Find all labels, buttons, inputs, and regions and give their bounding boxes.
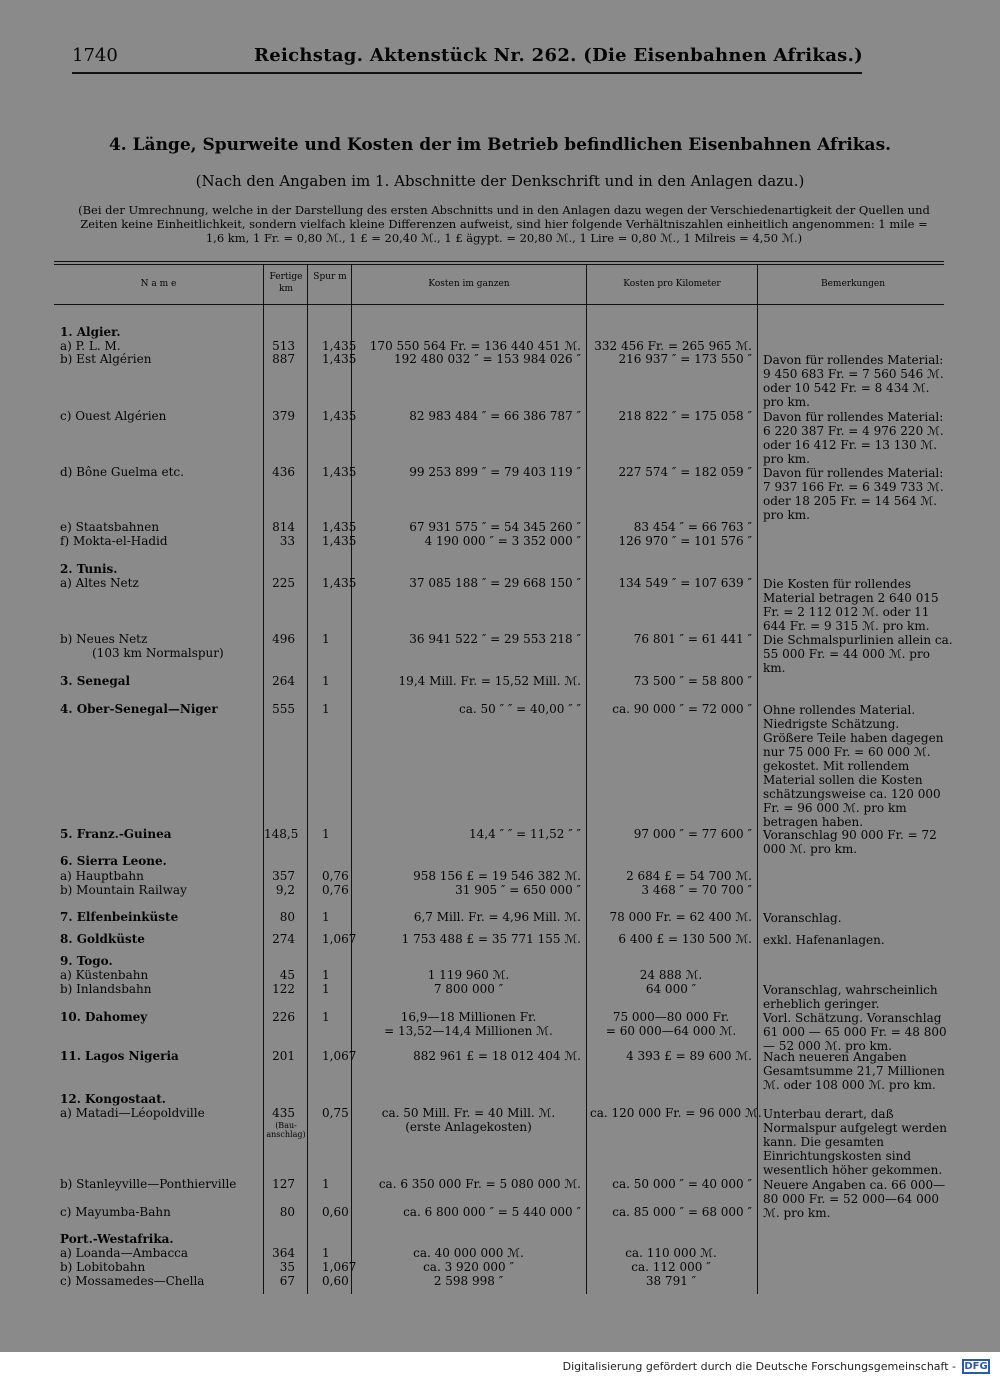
row-cost-total: ca. 3 920 000 ″ xyxy=(423,1260,514,1274)
row-cost-per-km: 24 888 ℳ. xyxy=(639,968,703,982)
row-spur: 0,76 xyxy=(322,883,349,897)
row-cost-per-km: 97 000 ″ = 77 600 ″ xyxy=(633,827,752,841)
col-header-cost-km: Kosten pro Kilometer xyxy=(623,279,721,289)
row-name: 2. Tunis. xyxy=(60,562,118,576)
row-km: 555 xyxy=(272,702,295,716)
row-km: 80 xyxy=(279,910,295,924)
row-cost-total: 14,4 ″ ″ = 11,52 ″ ″ xyxy=(469,827,581,841)
row-cost-per-km: ca. 112 000 ″ xyxy=(631,1260,711,1274)
row-name: b) Est Algérien xyxy=(60,352,152,366)
col-header-km: Fertige km xyxy=(269,272,303,294)
row-km: 225 xyxy=(272,576,295,590)
row-name: 3. Senegal xyxy=(60,674,131,688)
column-divider xyxy=(757,264,758,1294)
row-cost-per-km: 78 000 Fr. = 62 400 ℳ. xyxy=(609,910,752,924)
row-cost-per-km: ca. 120 000 Fr. = 96 000 ℳ. xyxy=(590,1106,762,1120)
row-spur: 1 xyxy=(322,632,330,646)
row-km: 35 xyxy=(279,1260,295,1274)
row-spur: 0,60 xyxy=(322,1205,349,1219)
row-spur: 0,76 xyxy=(322,869,349,883)
row-cost-total: 882 961 £ = 18 012 404 ℳ. xyxy=(413,1049,581,1063)
row-cost-total: ca. 6 350 000 Fr. = 5 080 000 ℳ. xyxy=(378,1177,581,1191)
col-header-remarks: Bemerkungen xyxy=(820,279,886,289)
row-spur: 1,435 xyxy=(322,465,357,479)
row-name: d) Bône Guelma etc. xyxy=(60,465,184,479)
row-km: 122 xyxy=(272,982,295,996)
row-name: a) P. L. M. xyxy=(60,339,121,353)
table-top-rule-2 xyxy=(54,264,944,265)
row-name: 1. Algier. xyxy=(60,325,121,339)
row-cost-per-km: 2 684 £ = 54 700 ℳ. xyxy=(626,869,752,883)
conversion-note: (Bei der Umrechnung, welche in der Darstellung des ersten Abschnitts und in den Anlagen dazu wegen der Verschiedenartigkeit der Quellen und Zeiten keine Einheitlichkeit, sondern vielfach kleine Differenzen aufweist, sind hier folgende Verhältniszahlen einheitlich angenommen: 1 mile = 1,6 km, 1 Fr. = 0,80 ℳ., 1 £ = 20,40 ℳ., 1 £ ägypt. = 20,80 ℳ., 1 Lire = 0,80 ℳ., 1 Milreis = 4,50 ℳ.) xyxy=(78,203,930,245)
row-remark: Voranschlag 90 000 Fr. = 72 000 ℳ. pro km. xyxy=(763,828,937,856)
row-cost-total: ca. 40 000 000 ℳ. xyxy=(413,1246,524,1260)
row-cost-per-km: 38 791 ″ xyxy=(645,1274,697,1288)
row-spur: 1,067 xyxy=(322,932,357,946)
header-rule xyxy=(72,72,862,74)
row-cost-total: 192 480 032 ″ = 153 984 026 ″ xyxy=(394,352,581,366)
row-km: 33 xyxy=(279,534,295,548)
row-remark: Vorl. Schätzung. Voranschlag 61 000 — 65 000 Fr. = 48 800 — 52 000 ℳ. pro km. xyxy=(763,1011,947,1053)
row-name: c) Mossamedes—Chella xyxy=(60,1274,205,1288)
row-spur: 1 xyxy=(322,982,330,996)
row-name: 10. Dahomey xyxy=(60,1010,148,1024)
row-cost-total: 958 156 £ = 19 546 382 ℳ. xyxy=(413,869,581,883)
row-name: a) Loanda—Ambacca xyxy=(60,1246,189,1260)
row-cost-per-km: 76 801 ″ = 61 441 ″ xyxy=(633,632,752,646)
row-cost-per-km: 3 468 ″ = 70 700 ″ xyxy=(641,883,752,897)
row-cost-total: 2 598 998 ″ xyxy=(433,1274,504,1288)
row-km: 887 xyxy=(272,352,295,366)
row-km: 274 xyxy=(272,932,295,946)
page-title: 4. Länge, Spurweite und Kosten der im Betrieb befindlichen Eisenbahnen Afrikas. xyxy=(108,135,892,155)
row-spur: 1,435 xyxy=(322,352,357,366)
row-cost-per-km: 73 500 ″ = 58 800 ″ xyxy=(633,674,752,688)
footer-text: Digitalisierung gefördert durch die Deutsche Forschungsgemeinschaft - xyxy=(562,1360,956,1373)
row-cost-total: 82 983 484 ″ = 66 386 787 ″ xyxy=(409,409,581,423)
row-cost-per-km: 4 393 £ = 89 600 ℳ. xyxy=(626,1049,752,1063)
table-header-rule xyxy=(54,304,944,305)
row-subname: (103 km Normalspur) xyxy=(92,646,224,660)
row-cost-total: 67 931 575 ″ = 54 345 260 ″ xyxy=(409,520,581,534)
row-cost-per-km: 126 970 ″ = 101 576 ″ xyxy=(618,534,752,548)
row-name: f) Mokta-el-Hadid xyxy=(60,534,168,548)
row-cost-total: ca. 50 Mill. Fr. = 40 Mill. ℳ. xyxy=(381,1106,556,1120)
row-cost-total: 1 753 488 £ = 35 771 155 ℳ. xyxy=(401,932,581,946)
row-spur: 1,067 xyxy=(322,1049,357,1063)
row-cost-total: 16,9—18 Millionen Fr. xyxy=(400,1010,537,1024)
row-cost-per-km: ca. 90 000 ″ = 72 000 ″ xyxy=(612,702,752,716)
row-km: 379 xyxy=(272,409,295,423)
row-cost-total: 6,7 Mill. Fr. = 4,96 Mill. ℳ. xyxy=(413,910,581,924)
row-name: 12. Kongostaat. xyxy=(60,1092,166,1106)
row-cost-per-km: 227 574 ″ = 182 059 ″ xyxy=(618,465,752,479)
row-cost-per-km: 83 454 ″ = 66 763 ″ xyxy=(633,520,752,534)
row-spur: 1 xyxy=(322,910,330,924)
row-cost-total: 31 905 ″ = 650 000 ″ xyxy=(455,883,581,897)
row-cost-per-km: ca. 110 000 ℳ. xyxy=(625,1246,717,1260)
row-cost-per-km: 216 937 ″ = 173 550 ″ xyxy=(618,352,752,366)
dfg-logo: DFG xyxy=(962,1359,990,1374)
table-top-rule xyxy=(54,261,944,262)
row-remark: Die Kosten für rollendes Material betragen 2 640 015 Fr. = 2 112 012 ℳ. oder 11 644 Fr. = 9 315 ℳ. pro km. xyxy=(763,577,939,633)
row-name: 11. Lagos Nigeria xyxy=(60,1049,179,1063)
row-spur: 1 xyxy=(322,674,330,688)
row-name: Port.-Westafrika. xyxy=(60,1232,174,1246)
row-km: 9,2 xyxy=(275,883,295,897)
row-km: 496 xyxy=(272,632,295,646)
row-cost-total: ca. 6 800 000 ″ = 5 440 000 ″ xyxy=(403,1205,581,1219)
row-spur: 1 xyxy=(322,827,330,841)
row-remark: Voranschlag. xyxy=(763,911,842,925)
row-km: 127 xyxy=(272,1177,295,1191)
row-remark: exkl. Hafenanlagen. xyxy=(763,933,885,947)
row-cost-total-2: (erste Anlagekosten) xyxy=(405,1120,532,1134)
row-cost-total: 37 085 188 ″ = 29 668 150 ″ xyxy=(409,576,581,590)
row-cost-total: 1 119 960 ℳ. xyxy=(427,968,510,982)
row-remark: Davon für rollendes Material: 9 450 683 Fr. = 7 560 546 ℳ. oder 10 542 Fr. = 8 434 ℳ. pro km. xyxy=(763,353,944,409)
row-name: c) Mayumba-Bahn xyxy=(60,1205,171,1219)
row-spur: 1,435 xyxy=(322,576,357,590)
row-name: a) Altes Netz xyxy=(60,576,139,590)
row-km: 364 xyxy=(272,1246,295,1260)
row-remark: Unterbau derart, daß Normalspur aufgelegt werden kann. Die gesamten Einrichtungskosten sind wesentlich höher gekommen. xyxy=(763,1107,947,1177)
row-name: b) Neues Netz xyxy=(60,632,148,646)
row-name: 4. Ober-Senegal—Niger xyxy=(60,702,218,716)
row-cost-per-km: 134 549 ″ = 107 639 ″ xyxy=(618,576,752,590)
row-cost-per-km: ca. 50 000 ″ = 40 000 ″ xyxy=(612,1177,752,1191)
row-cost-per-km: ca. 85 000 ″ = 68 000 ″ xyxy=(612,1205,752,1219)
row-cost-total: 19,4 Mill. Fr. = 15,52 Mill. ℳ. xyxy=(398,674,581,688)
row-name: b) Stanleyville—Ponthierville xyxy=(60,1177,237,1191)
row-km: 45 xyxy=(279,968,295,982)
row-name: 8. Goldküste xyxy=(60,932,145,946)
row-km: 513 xyxy=(272,339,295,353)
col-header-spur: Spur m xyxy=(313,272,347,282)
running-title: Reichstag. Aktenstück Nr. 262. (Die Eisenbahnen Afrikas.) xyxy=(254,45,863,66)
row-remark: Davon für rollendes Material: 7 937 166 Fr. = 6 349 733 ℳ. oder 18 205 Fr. = 14 564 ℳ. pro km. xyxy=(763,466,944,522)
row-cost-total-2: = 13,52—14,4 Millionen ℳ. xyxy=(384,1024,553,1038)
row-remark: Neuere Angaben ca. 66 000—80 000 Fr. = 52 000—64 000 ℳ. pro km. xyxy=(763,1178,946,1220)
row-spur: 1 xyxy=(322,702,330,716)
row-remark: Voranschlag, wahrscheinlich erheblich geringer. xyxy=(763,983,938,1011)
row-km: 67 xyxy=(279,1274,295,1288)
row-cost-per-km: 6 400 £ = 130 500 ℳ. xyxy=(618,932,752,946)
row-name: b) Inlandsbahn xyxy=(60,982,152,996)
row-name: 5. Franz.-Guinea xyxy=(60,827,172,841)
row-km: 814 xyxy=(272,520,295,534)
row-km: 264 xyxy=(272,674,295,688)
row-km: 436 xyxy=(272,465,295,479)
row-cost-per-km-2: = 60 000—64 000 ℳ. xyxy=(605,1024,737,1038)
row-cost-total: 170 550 564 Fr. = 136 440 451 ℳ. xyxy=(369,339,581,353)
row-name: c) Ouest Algérien xyxy=(60,409,167,423)
row-spur: 1 xyxy=(322,968,330,982)
row-spur: 1,435 xyxy=(322,409,357,423)
row-remark: Nach neueren Angaben Gesamtsumme 21,7 Millionen ℳ. oder 108 000 ℳ. pro km. xyxy=(763,1050,945,1092)
row-spur: 1,435 xyxy=(322,534,357,548)
footer xyxy=(0,1352,1000,1383)
row-name: b) Mountain Railway xyxy=(60,883,187,897)
row-remark: Ohne rollendes Material. Niedrigste Schätzung. Größere Teile haben dagegen nur 75 000 Fr. = 60 000 ℳ. gekostet. Mit rollendem Material sollen die Kosten schätzungsweise ca. 120 000 Fr. = 96 000 ℳ. pro km betragen haben. xyxy=(763,703,944,829)
row-name: a) Hauptbahn xyxy=(60,869,144,883)
row-km: 80 xyxy=(279,1205,295,1219)
row-name: 9. Togo. xyxy=(60,954,113,968)
column-divider xyxy=(307,264,308,1294)
row-cost-total: 7 800 000 ″ xyxy=(433,982,504,996)
row-cost-total: ca. 50 ″ ″ = 40,00 ″ ″ xyxy=(459,702,581,716)
row-spur: 0,75 xyxy=(322,1106,349,1120)
row-cost-per-km: 75 000—80 000 Fr. xyxy=(612,1010,730,1024)
row-spur: 1 xyxy=(322,1246,330,1260)
row-spur: 1 xyxy=(322,1177,330,1191)
row-cost-per-km: 218 822 ″ = 175 058 ″ xyxy=(618,409,752,423)
row-remark: Die Schmalspurlinien allein ca. 55 000 Fr. = 44 000 ℳ. pro km. xyxy=(763,633,953,675)
row-spur: 1,435 xyxy=(322,520,357,534)
page-number: 1740 xyxy=(72,45,118,66)
row-km: 435 xyxy=(272,1106,295,1120)
row-km-note: (Bau-anschlag) xyxy=(266,1121,306,1139)
row-cost-per-km: 64 000 ″ xyxy=(645,982,697,996)
row-km: 148,5 xyxy=(264,827,299,841)
row-name: a) Küstenbahn xyxy=(60,968,149,982)
row-name: e) Staatsbahnen xyxy=(60,520,160,534)
subtitle: (Nach den Angaben im 1. Abschnitte der Denkschrift und in den Anlagen dazu.) xyxy=(195,172,805,190)
row-name: 6. Sierra Leone. xyxy=(60,854,167,868)
row-spur: 1,435 xyxy=(322,339,357,353)
row-cost-total: 36 941 522 ″ = 29 553 218 ″ xyxy=(409,632,581,646)
row-spur: 1,067 xyxy=(322,1260,357,1274)
column-divider xyxy=(586,264,587,1294)
row-spur: 0,60 xyxy=(322,1274,349,1288)
row-km: 201 xyxy=(272,1049,295,1063)
col-header-name: N a m e xyxy=(140,279,177,289)
row-km: 357 xyxy=(272,869,295,883)
row-name: a) Matadi—Léopoldville xyxy=(60,1106,205,1120)
row-name: 7. Elfenbeinküste xyxy=(60,910,179,924)
row-name: b) Lobitobahn xyxy=(60,1260,146,1274)
row-remark: Davon für rollendes Material: 6 220 387 Fr. = 4 976 220 ℳ. oder 16 412 Fr. = 13 130 ℳ. pro km. xyxy=(763,410,944,466)
row-cost-per-km: 332 456 Fr. = 265 965 ℳ. xyxy=(594,339,752,353)
row-cost-total: 99 253 899 ″ = 79 403 119 ″ xyxy=(409,465,581,479)
row-km: 226 xyxy=(272,1010,295,1024)
row-cost-total: 4 190 000 ″ = 3 352 000 ″ xyxy=(424,534,581,548)
row-spur: 1 xyxy=(322,1010,330,1024)
col-header-cost-total: Kosten im ganzen xyxy=(428,279,510,289)
